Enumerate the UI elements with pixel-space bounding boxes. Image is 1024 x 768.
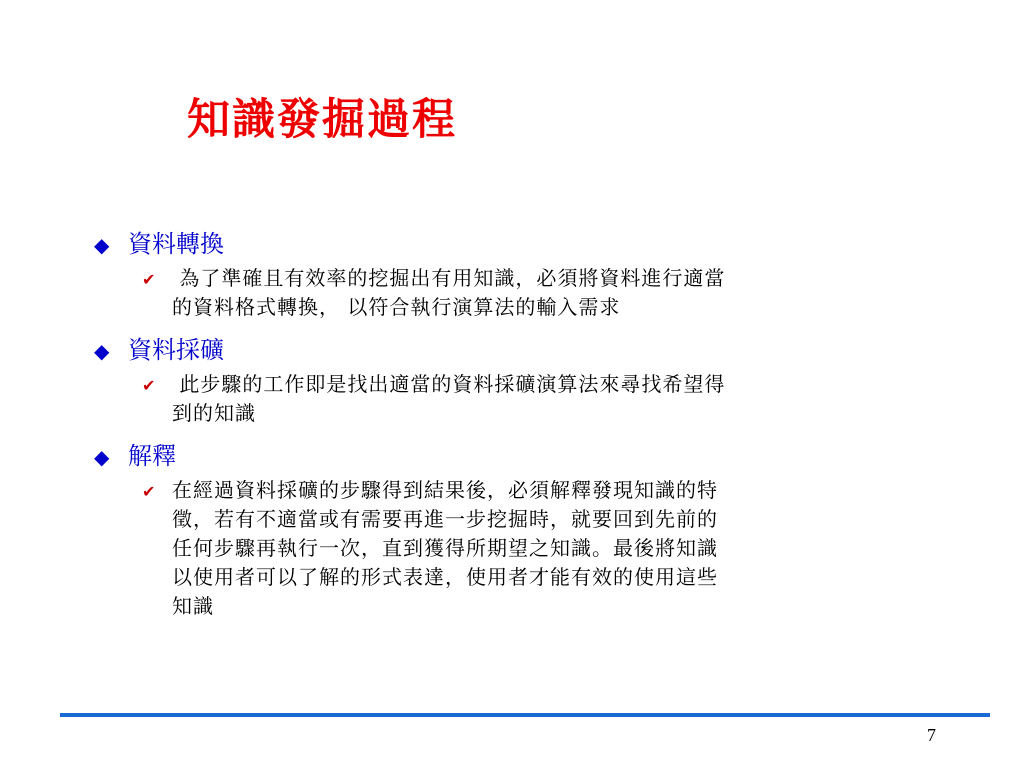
bullet-heading: 資料採礦	[128, 336, 224, 364]
bullet-item	[92, 438, 922, 474]
sub-bullet-line: 為了準確且有效率的挖掘出有用知識，必須將資料進行適當	[172, 266, 726, 290]
checkmark-icon: ✔	[142, 376, 156, 395]
sub-bullet-line: 任何步驟再執行一次，直到獲得所期望之知識。最後將知識	[172, 536, 718, 560]
bullet-item	[92, 226, 922, 262]
sub-bullet-line: 以使用者可以了解的形式表達，使用者才能有效的使用這些	[172, 565, 718, 589]
checkmark-icon: ✔	[142, 482, 156, 501]
bullet-heading: 資料轉換	[128, 230, 224, 258]
page-number: 7	[927, 725, 936, 745]
diamond-icon: ◆	[94, 339, 110, 363]
sub-bullet-line: 的資料格式轉換， 以符合執行演算法的輸入需求	[172, 295, 621, 319]
bullet-item	[92, 332, 922, 368]
footer-divider	[60, 713, 990, 717]
bullet-heading: 解釋	[128, 442, 176, 470]
sub-bullet-line: 在經過資料採礦的步驟得到結果後，必須解釋發現知識的特	[172, 478, 718, 502]
checkmark-icon: ✔	[142, 270, 156, 289]
slide-content	[92, 226, 922, 631]
sub-bullet-line: 徵，若有不適當或有需要再進一步挖掘時，就要回到先前的	[172, 507, 718, 531]
sub-bullet-line: 知識	[172, 594, 214, 618]
sub-bullet-line: 此步驟的工作即是找出適當的資料採礦演算法來尋找希望得	[172, 372, 726, 396]
diamond-icon: ◆	[94, 445, 110, 469]
slide-title: 知識發掘過程	[187, 95, 457, 145]
sub-bullet-item	[142, 264, 922, 322]
diamond-icon: ◆	[94, 233, 110, 257]
sub-bullet-line: 到的知識	[172, 401, 256, 425]
sub-bullet-item	[142, 370, 922, 428]
sub-bullet-item	[142, 476, 922, 621]
